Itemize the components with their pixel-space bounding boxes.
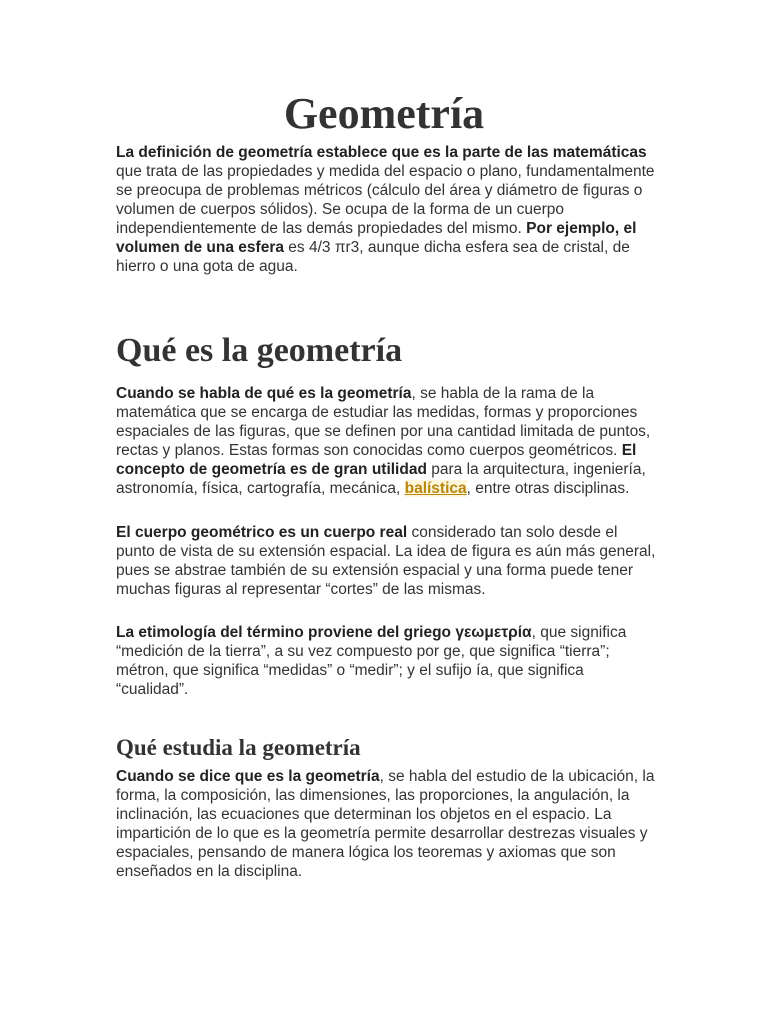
bold-phrase: La definición de geometría establece que es la parte de las matemáticas — [116, 144, 647, 161]
bold-phrase: Cuando se dice que es la geometría — [116, 768, 380, 785]
bold-phrase: La etimología del término proviene del griego γεωμετρία — [116, 624, 532, 641]
text-span: , entre otras disciplinas. — [466, 480, 630, 497]
balistica-link[interactable]: balística — [404, 480, 467, 497]
page-title: Geometría — [283, 89, 485, 138]
bold-phrase: El cuerpo geométrico es un cuerpo real — [116, 524, 408, 541]
text-span: , se habla de la rama de la matemática que se encarga de estudiar las medidas, formas y proporciones espaciales de las figuras, que se definen por una cantidad limitada de puntos, rectas y planos. Estas formas son conocidas como cuerpos geométricos. — [116, 385, 651, 459]
text-span: , se habla del estudio de la ubicación, la forma, la composición, las dimensiones, las proporciones, la angulación, la inclinación, las ecuaciones que determinan los objetos en el espacio. La impartición de lo que es la geometría permite desarrollar destrezas visuales y espaciales, pensando de manera lógica los teoremas y axiomas que son enseñados en la disciplina. — [116, 768, 655, 880]
paragraph — [116, 623, 656, 699]
paragraph — [116, 384, 656, 498]
bold-phrase: El concepto de geometría es de gran utilidad — [116, 442, 637, 478]
text-span: considerado tan solo desde el punto de vista de su extensión espacial. La idea de figura es aún más general, pues se abstrae también de su extensión espacial y una forma puede tener muchas figuras al representar “cortes” de las mismas. — [116, 524, 656, 598]
text-span: que trata de las propiedades y medida del espacio o plano, fundamentalmente se preocupa de problemas métricos (cálculo del área y diámetro de figuras o volumen de cuerpos sólidos). Se ocupa de la forma de un cuerpo independientemente de las demás propiedades del mismo. — [116, 163, 655, 237]
bold-phrase: Cuando se habla de qué es la geometría — [116, 385, 412, 402]
intro-paragraph — [116, 143, 656, 276]
text-span: , que significa “medición de la tierra”, a su vez compuesto por ge, que significa “tierra”; métron, que significa “medidas” o “medir”; y el sufijo ía, que significa “cualidad”. — [116, 624, 627, 698]
paragraph — [116, 523, 656, 599]
bold-phrase: Por ejemplo, el volumen de una esfera — [116, 220, 637, 256]
paragraph — [116, 767, 656, 881]
section-heading-que-es: Qué es la geometría — [116, 332, 403, 369]
section-heading-que-estudia: Qué estudia la geometría — [116, 735, 361, 760]
text-span: para la arquitectura, ingeniería, astronomía, física, cartografía, mecánica, — [116, 461, 646, 497]
text-span: es 4/3 πr3, aunque dicha esfera sea de cristal, de hierro o una gota de agua. — [116, 239, 630, 275]
